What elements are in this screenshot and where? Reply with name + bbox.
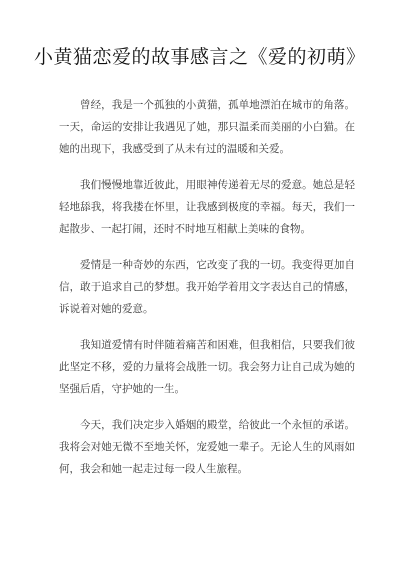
document-body [59, 94, 355, 494]
paragraph-1: 曾经，我是一个孤独的小黄猫，孤单地漂泊在城市的角落。一天，命运的安排让我遇见了她，那只温柔而美丽的小白猫。在她的出现下，我感受到了从未有过的温暖和关爱。 [59, 99, 355, 155]
paragraph-3: 爱情是一种奇妙的东西，它改变了我的一切。我变得更加自信，敢于追求自己的梦想。我开始学着用文字表达自己的情感，诉说着对她的爱意。 [59, 259, 355, 315]
paragraph-4: 我知道爱情有时伴随着痛苦和困难，但我相信，只要我们彼此坚定不移，爱的力量将会战胜一切。我会努力让自己成为她的坚强后盾，守护她的一生。 [59, 339, 355, 395]
paragraph-2: 我们慢慢地靠近彼此，用眼神传递着无尽的爱意。她总是轻轻地舔我，将我搂在怀里，让我感到极度的幸福。每天，我们一起散步、一起打闹，还时不时地互相献上美味的食物。 [59, 179, 355, 235]
document-title: 小黄猫恋爱的故事感言之《爱的初萌》 [34, 46, 366, 68]
paragraph-5: 今天，我们决定步入婚姻的殿堂，给彼此一个永恒的承诺。我将会对她无微不至地关怀，宠爱她一辈子。无论人生的风雨如何，我会和她一起走过每一段人生旅程。 [59, 419, 355, 475]
